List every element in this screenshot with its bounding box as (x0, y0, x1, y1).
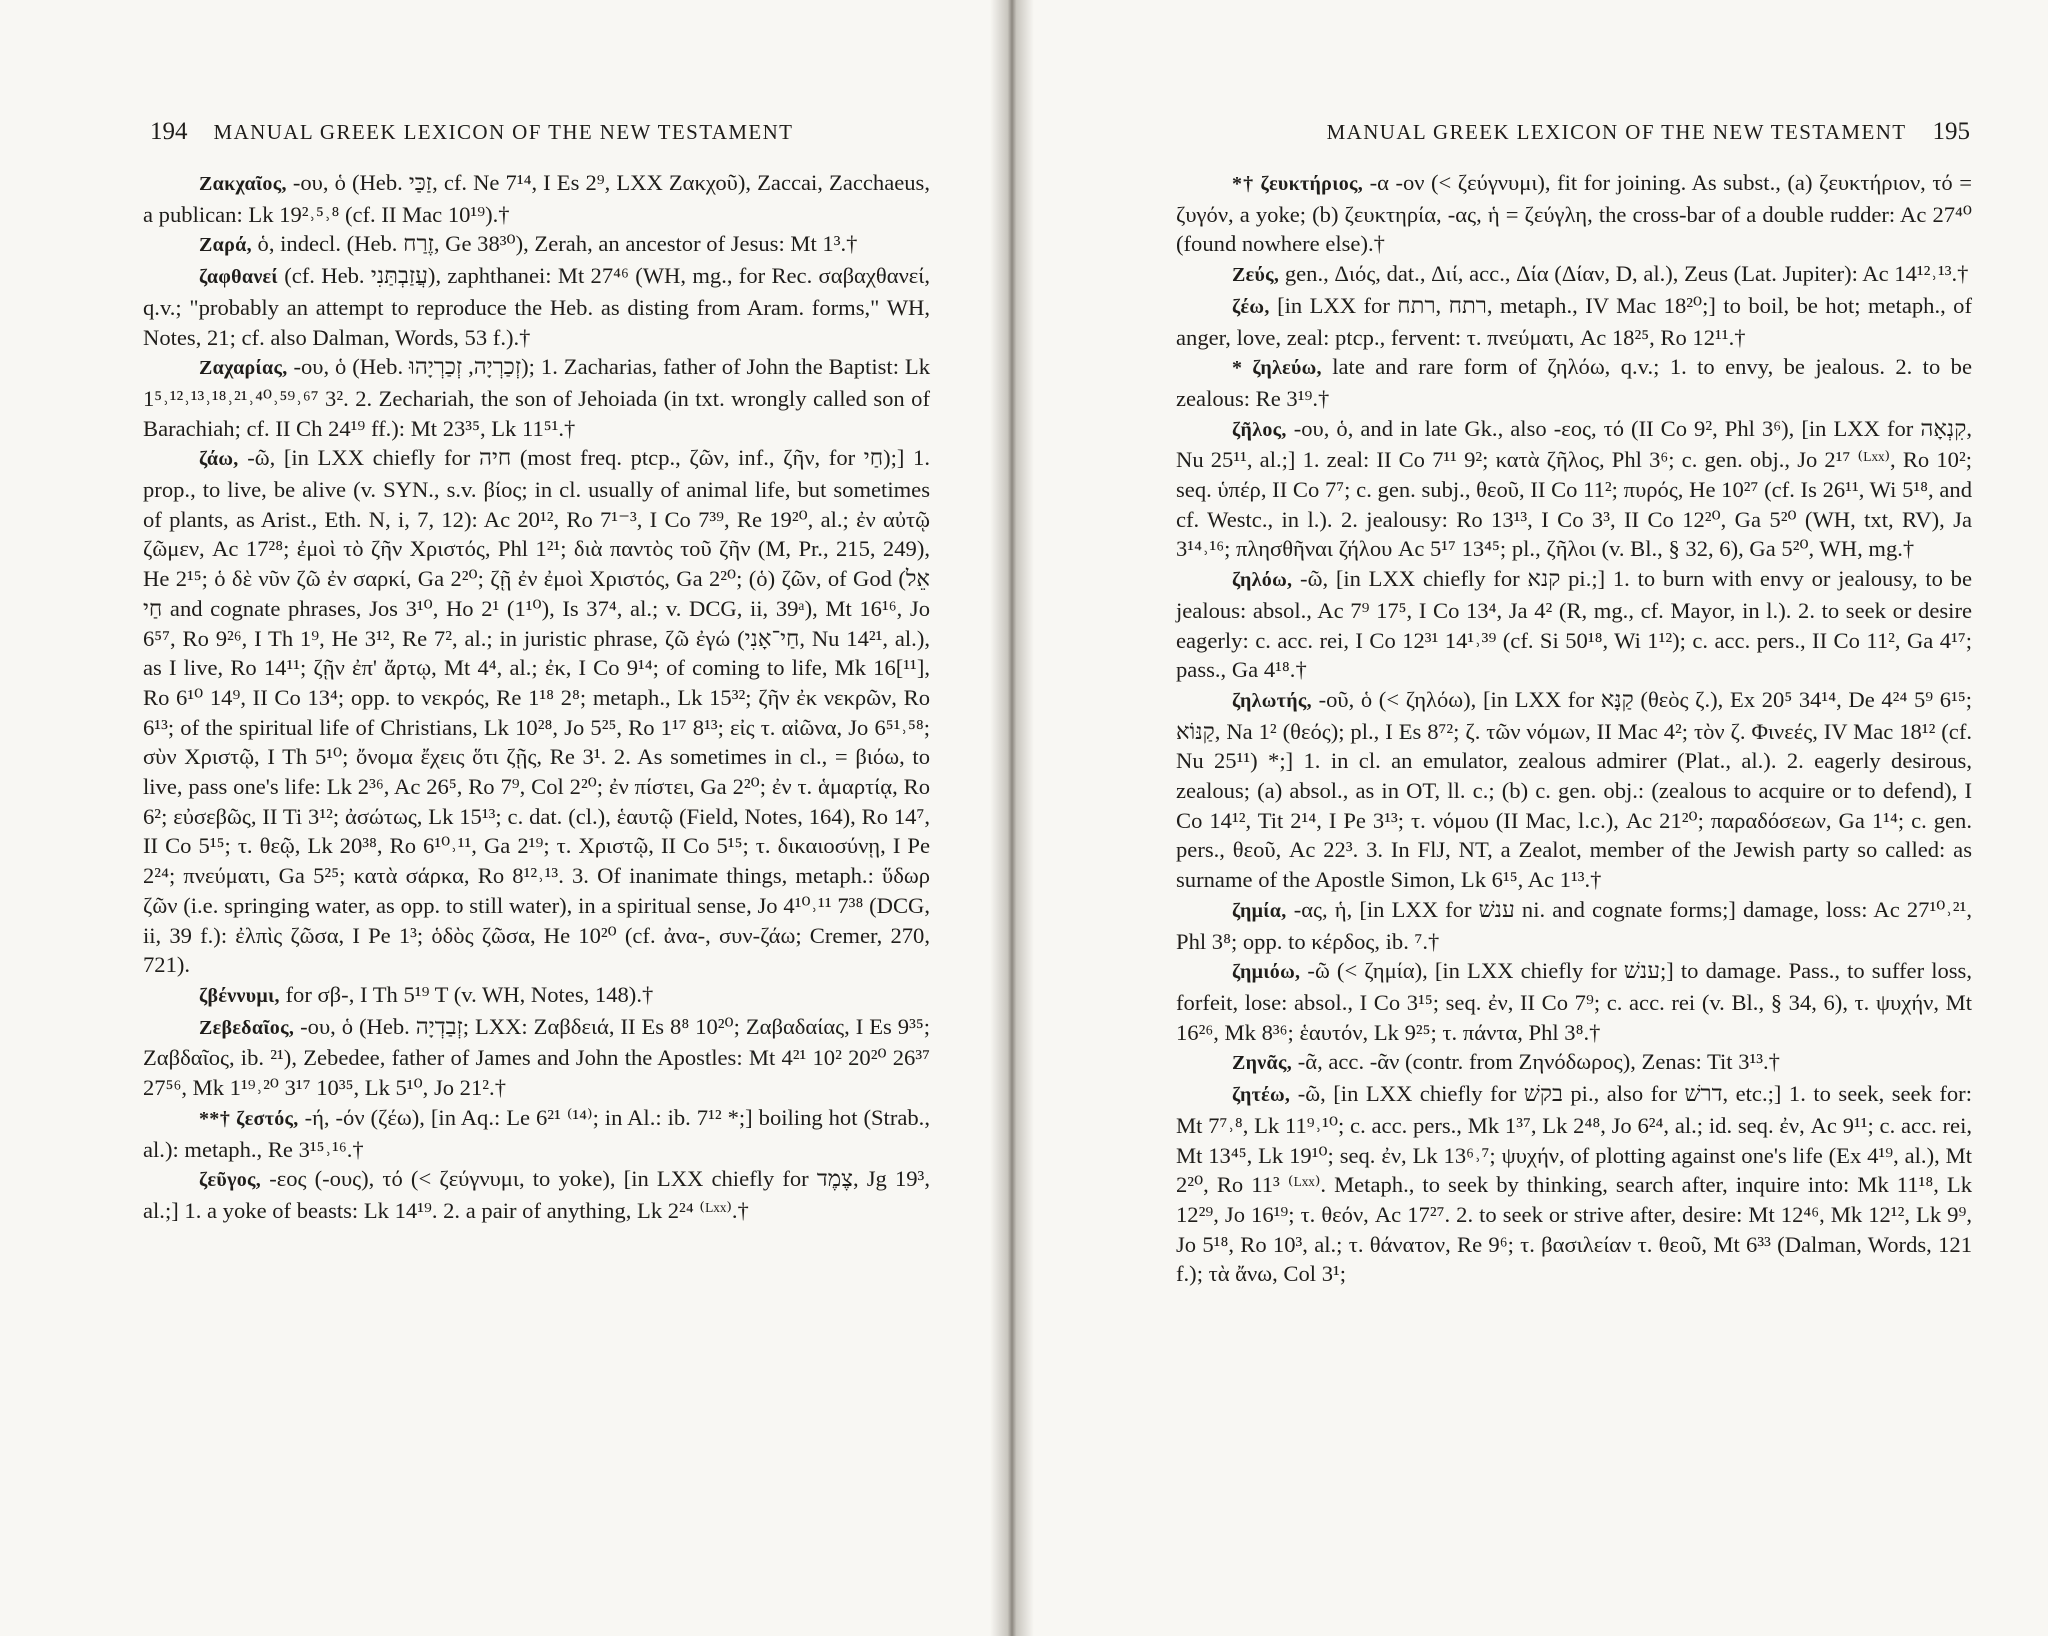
lexicon-entry (143, 980, 930, 1012)
lexicon-entry (143, 1164, 930, 1225)
entry-headword: ζητέω, (1232, 1084, 1291, 1107)
lexicon-entry (143, 229, 930, 261)
lexicon-entry (143, 1103, 930, 1164)
lexicon-entry (143, 1012, 930, 1103)
lexicon-entry (1176, 956, 1972, 1047)
entry-text: ὁ, indecl. (Heb. זֶרַח, Ge 38³⁰), Zerah, an ancestor of Jesus: Mt 1³.† (257, 231, 858, 257)
running-head: MANUAL GREEK LEXICON OF THE NEW TESTAMENT (1326, 120, 1907, 144)
entry-text: -ῶ (< ζημία), [in LXX chiefly for ענשׁ;] to damage. Pass., to suffer loss, forfeit, lose: absol., I Co 3¹⁵; seq. ἐν, II Co 7⁹; c. acc. rei (v. Bl., § 34, 6), τ. ψυχήν, Mt 16²⁶, Mk 8³⁶; ἑαυτόν, Lk 9²⁵; τ. πάντα, Phl 3⁸.† (1176, 958, 1972, 1045)
lexicon-entry (1176, 352, 1972, 413)
entry-headword: Ζαχαρίας, (199, 357, 288, 380)
entry-headword: Ζαρά, (199, 234, 252, 257)
entry-text: -ῶ, [in LXX chiefly for קנא pi.;] 1. to burn with envy or jealousy, to be jealous: absol., Ac 7⁹ 17⁵, I Co 13⁴, Ja 4² (R, mg., cf. Mayor, in l.). 2. to seek or desire eagerly: c. acc. rei, I Co 12³¹ 14¹˒³⁹ (cf. Si 50¹⁸, Wi 1¹²); c. acc. pers., II Co 11², Ga 4¹⁷; pass., Ga 4¹⁸.† (1176, 566, 1972, 683)
entry-headword: ζῆλος, (1232, 418, 1287, 441)
left-page-header (150, 118, 930, 158)
right-page (1012, 0, 2048, 1636)
entry-text: gen., Διός, dat., Διί, acc., Δία (Δίαν, D, al.), Zeus (Lat. Jupiter): Ac 14¹²˒¹³.† (1284, 261, 1969, 287)
lexicon-entry (143, 352, 930, 443)
lexicon-entry (1176, 685, 1972, 895)
lexicon-entry (143, 443, 930, 980)
entry-headword: ζάω, (199, 448, 239, 471)
lexicon-entry (1176, 895, 1972, 956)
entry-headword: ζημία, (1232, 899, 1287, 922)
entry-headword: * ζηλεύω, (1232, 357, 1322, 380)
entry-headword: Ζηνᾶς, (1232, 1052, 1293, 1075)
entry-headword: ζεῦγος, (199, 1169, 262, 1192)
entry-text: -οῦ, ὁ (< ζηλόω), [in LXX for קַנָּא (θεὸς ζ.), Ex 20⁵ 34¹⁴, De 4²⁴ 5⁹ 6¹⁵; קַנּוֹא, Na 1² (θεός); pl., I Es 8⁷²; ζ. τῶν νόμων, II Mac 4²; τὸν ζ. Φινεές, IV Mac 18¹² (cf. Nu 25¹¹) *;] 1. in cl. an emulator, zealous admirer (Plat., al.). 2. eagerly desirous, zealous; (a) absol., as in OT, ll. c.; (b) c. gen. obj.: (zealous to acquire or to defend), I Co 14¹², Tit 2¹⁴, I Pe 3¹³; τ. νόμου (II Mac, l.c.), Ac 21²⁰; παραδόσεων, Ga 1¹⁴; c. gen. pers., θεοῦ, Ac 22³. 3. In FlJ, NT, a Zealot, member of the Jewish party so called: as surname of the Apostle Simon, Lk 6¹⁵, Ac 1¹³.† (1176, 686, 1973, 893)
left-page (0, 0, 1012, 1636)
entry-text: -ῶ, [in LXX chiefly for חיה (most freq. ptcp., ζῶν, inf., ζῆν, for חַי);] 1. prop., to live, be alive (v. SYN., s.v. βίος; in cl. usually of animal life, but sometimes of plants, as Arist., Eth. N, i, 7, 12): Ac 20¹², Ro 7¹⁻³, I Co 7³⁹, Re 19²⁰, al.; ἐν αὐτῷ ζῶμεν, Ac 17²⁸; ἐμοὶ τὸ ζῆν Χριστός, Phl 1²¹; διὰ παντὸς τοῦ ζῆν (M, Pr., 215, 249), He 2¹⁵; ὁ δὲ νῦν ζῶ ἐν σαρκί, Ga 2²⁰; ζῇ ἐν ἐμοὶ Χριστός, Ga 2²⁰; (ὁ) ζῶν, of God (אֵל חַי and cognate phrases, Jos 3¹⁰, Ho 2¹ (1¹⁰), Is 37⁴, al.; v. DCG, ii, 39ᵃ), Mt 16¹⁶, Jo 6⁵⁷, Ro 9²⁶, I Th 1⁹, He 3¹², Re 7², al.; in juristic phrase, ζῶ ἐγώ (חַי־אָנִי, Nu 14²¹, al.), as I live, Ro 14¹¹; ζῇν ἐπ' ἄρτῳ, Mt 4⁴, al.; ἐκ, I Co 9¹⁴; of coming to life, Mk 16[¹¹], Ro 6¹⁰ 14⁹, II Co 13⁴; opp. to νεκρός, Re 1¹⁸ 2⁸; metaph., Lk 15³²; ζῆν ἐκ νεκρῶν, Ro 6¹³; of the spiritual life of Christians, Lk 10²⁸, Jo 5²⁵, Ro 1¹⁷ 8¹³; εἰς τ. αἰῶνα, Jo 6⁵¹˒⁵⁸; σὺν Χριστῷ, I Th 5¹⁰; ὄνομα ἔχεις ὅτι ζῇς, Re 3¹. 2. As sometimes in cl., = βιόω, to live, pass one's life: Lk 2³⁶, Ac 26⁵, Ro 7⁹, Col 2²⁰; ἐν πίστει, Ga 2²⁰; ἐν τ. ἁμαρτίᾳ, Ro 6²; εὐσεβῶς, II Ti 3¹²; ἀσώτως, Lk 15¹³; c. dat. (cl.), ἑαυτῷ (Field, Notes, 164), Ro 14⁷, II Co 5¹⁵; τ. θεῷ, Lk 20³⁸, Ro 6¹⁰˒¹¹, Ga 2¹⁹; τ. Χριστῷ, II Co 5¹⁵; τ. δικαιοσύνῃ, I Pe 2²⁴; πνεύματι, Ga 5²⁵; κατὰ σάρκα, Ro 8¹²˒¹³. 3. Of inanimate things, metaph.: ὕδωρ ζῶν (i.e. springing water, as opp. to still water), in a spiritual sense, Jo 4¹⁰˒¹¹ 7³⁸ (DCG, ii, 39 f.): ἐλπὶς ζῶσα, I Pe 1³; ὁδὸς ζῶσα, He 10²⁰ (cf. ἀνα-, συν-ζάω; Cremer, 270, 721). (143, 445, 931, 978)
entry-text: -ῶ, [in LXX chiefly for בקשׁ pi., also for דרשׁ, etc.;] 1. to seek, seek for: Mt 7⁷˒⁸, Lk 11⁹˒¹⁰; c. acc. pers., Mk 1³⁷, Lk 2⁴⁸, Jo 6²⁴, al.; id. seq. ἐν, Ac 9¹¹; c. acc. rei, Mt 13⁴⁵, Lk 19¹⁰; seq. ἐν, Lk 13⁶˒⁷; ψυχήν, of plotting against one's life (Ex 4¹⁹, al.), Mt 2²⁰, Ro 11³ ⁽ᴸˣˣ⁾. Metaph., to seek by thinking, search after, inquire into: Mk 11¹⁸, Lk 12²⁹, Jo 16¹⁹; τ. θεόν, Ac 17²⁷. 2. to seek or strive after, desire: Mt 12⁴⁶, Mk 12¹², Lk 9⁹, Jo 5¹⁸, Ro 10³, al.; τ. θάνατον, Re 9⁶; τ. βασιλείαν τ. θεοῦ, Mt 6³³ (Dalman, Words, 121 f.); τὰ ἄνω, Col 3¹; (1176, 1081, 1972, 1287)
entry-headword: Ζακχαῖος, (199, 173, 287, 195)
entry-headword: **† ζεστός, (199, 1107, 299, 1130)
right-page-text (1176, 168, 1972, 1289)
entry-headword: ζηλωτής, (1232, 689, 1312, 712)
entry-text: late and rare form of ζηλόω, q.v.; 1. to envy, be jealous. 2. to be zealous: Re 3¹⁹.† (1176, 354, 1972, 411)
entry-text: -ου, ὁ (Heb. זְבַדְיָה; LXX: Ζαβδειά, II Es 8⁸ 10²⁰; Ζαβαδαίας, I Es 9³⁵; Ζαβδαῖος, ib. ²¹), Zebedee, father of James and John the Apostles: Mt 4²¹ 10² 20²⁰ 26³⁷ 27⁵⁶, Mk 1¹⁹˒²⁰ 3¹⁷ 10³⁵, Lk 5¹⁰, Jo 21².† (143, 1013, 930, 1101)
running-head: MANUAL GREEK LEXICON OF THE NEW TESTAMENT (213, 120, 794, 144)
book-gutter (990, 0, 1034, 1636)
entry-text: -ου, ὁ, and in late Gk., also -εος, τό (II Co 9², Phl 3⁶), [in LXX for קִנְאָה, Nu 25¹¹, al.;] 1. zeal: II Co 7¹¹ 9²; κατὰ ζῆλος, Phl 3⁶; c. gen. obj., Jo 2¹⁷ ⁽ᴸˣˣ⁾, Ro 10²; seq. ὑπέρ, II Co 7⁷; c. gen. subj., θεοῦ, II Co 11²; πυρός, He 10²⁷ (cf. Is 26¹¹, Wi 5¹⁸, and cf. Westc., in l.). 2. jealousy: Ro 13¹³, I Co 3³, II Co 12²⁰, Ga 5²⁰ (WH, txt, RV), Ja 3¹⁴˒¹⁶; πλησθῆναι ζήλου Ac 5¹⁷ 13⁴⁵; pl., ζῆλοι (v. Bl., § 32, 6), Ga 5²⁰, WH, mg.† (1176, 415, 1972, 562)
entry-headword: ζαφθανεί (199, 266, 278, 289)
entry-text: -ου, ὁ (Heb. זְכַרְיָה, זְכַרְיָהוּ); 1. Zacharias, father of John the Baptist: Lk 1⁵˒¹²˒¹³˒¹⁸˒²¹˒⁴⁰˒⁵⁹˒⁶⁷ 3². 2. Zechariah, the son of Jehoiada (in txt. wrongly called son of Barachiah; cf. II Ch 24¹⁹ ff.): Mt 23³⁵, Lk 11⁵¹.† (143, 354, 931, 441)
entry-text: -ου, ὁ (Heb. זַכַּי, cf. Ne 7¹⁴, I Es 2⁹, LXX Ζακχοῦ), Zaccai, Zacchaeus, a publican: Lk 19²˒⁵˒⁸ (cf. II Mac 10¹⁹).† (143, 170, 930, 227)
entry-headword: Ζεύς, (1232, 264, 1280, 287)
lexicon-entry (1176, 168, 1972, 259)
lexicon-entry (1176, 291, 1972, 352)
entry-headword: ζηλόω, (1232, 569, 1293, 592)
entry-text: -α -ον (< ζεύγνυμι), fit for joining. As subst., (a) ζευκτήριον, τό = ζυγόν, a yoke; (b) ζευκτηρία, -ας, ἡ = ζεύγλη, the cross-bar of a double rudder: Ac 27⁴⁰ (found nowhere else).† (1176, 170, 1972, 257)
lexicon-entry (143, 261, 930, 352)
entry-headword: ζέω, (1232, 295, 1270, 318)
entry-text: (cf. Heb. עֲזַבְתַּנִי), zaphthanei: Mt 27⁴⁶ (WH, mg., for Rec. σαβαχθανεί, q.v.; "probably an attempt to reproduce the Heb. as disting from Aram. forms," WH, Notes, 21; cf. also Dalman, Words, 53 f.).† (143, 263, 931, 350)
entry-headword: ζημιόω, (1232, 961, 1301, 984)
page-number: 195 (1932, 118, 1970, 145)
lexicon-entry (1176, 259, 1972, 291)
lexicon-entry (1176, 1079, 1972, 1289)
entry-headword: *† ζευκτήριος, (1232, 173, 1364, 195)
entry-text: -ή, -όν (ζέω), [in Aq.: Le 6²¹ ⁽¹⁴⁾; in Al.: ib. 7¹² *;] boiling hot (Strab., al.): metaph., Re 3¹⁵˒¹⁶.† (143, 1104, 930, 1162)
entry-headword: ζβέννυμι, (199, 984, 280, 1007)
lexicon-entry (1176, 1047, 1972, 1079)
entry-text: for σβ-, I Th 5¹⁹ T (v. WH, Notes, 148).† (285, 981, 654, 1007)
entry-headword: Ζεβεδαῖος, (199, 1016, 295, 1039)
entry-text: -ᾶ, acc. -ᾶν (contr. from Ζηνόδωρος), Zenas: Tit 3¹³.† (1297, 1049, 1780, 1075)
page-number: 194 (150, 118, 188, 145)
lexicon-entry (1176, 414, 1972, 565)
lexicon-entry (1176, 564, 1972, 685)
entry-text: [in LXX for רתח ,רתח, metaph., IV Mac 18²⁰;] to boil, be hot; metaph., of anger, love, zeal: ptcp., fervent: τ. πνεύματι, Ac 18²⁵, Ro 12¹¹.† (1176, 292, 1973, 350)
entry-text: -ας, ἡ, [in LXX for ענשׁ ni. and cognate forms;] damage, loss: Ac 27¹⁰˒²¹, Phl 3⁸; opp. to κέρδος, ib. ⁷.† (1176, 896, 1972, 954)
left-page-text (143, 168, 930, 1226)
lexicon-entry (143, 168, 930, 229)
right-page-header (1174, 118, 1970, 158)
entry-text: -εος (-ους), τό (< ζεύγνυμι, to yoke), [in LXX chiefly for צֶמֶד, Jg 19³, al.;] 1. a yoke of beasts: Lk 14¹⁹. 2. a pair of anything, Lk 2²⁴ ⁽ᴸˣˣ⁾.† (143, 1166, 930, 1223)
